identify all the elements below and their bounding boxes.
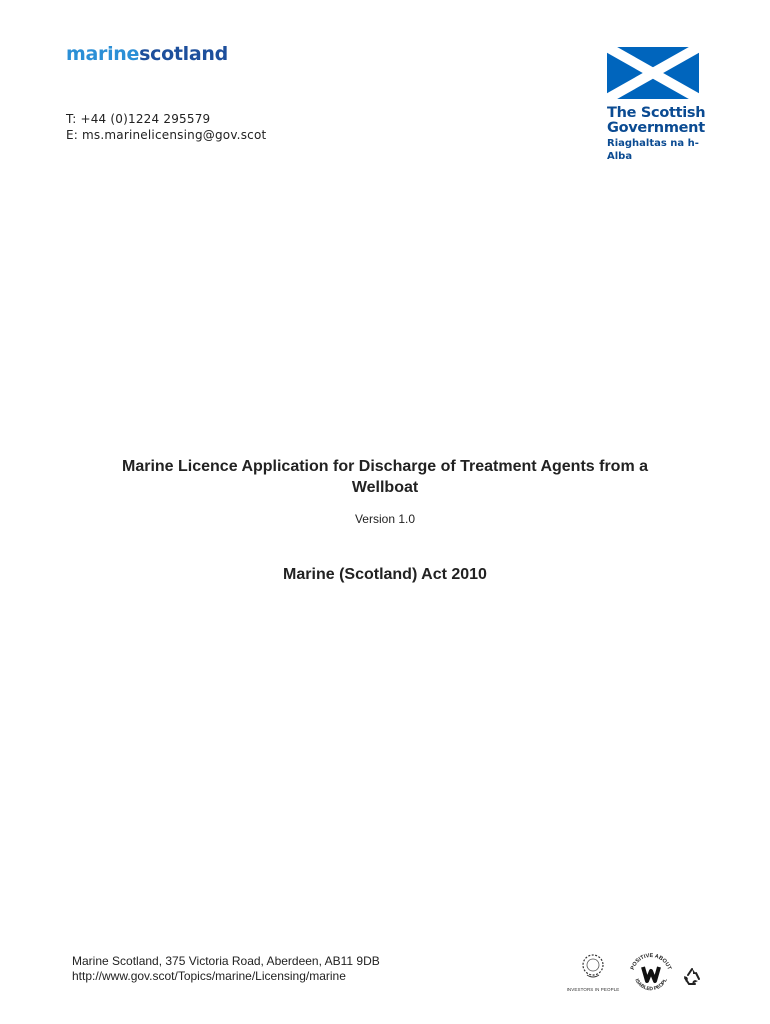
document-title — [40, 456, 730, 498]
positive-about-disabled-people-icon — [627, 949, 675, 993]
saltire-flag-icon — [607, 47, 699, 99]
svg-text:POSITIVE ABOUT — [630, 953, 672, 971]
contact-details — [66, 111, 266, 143]
gov-logo-line2: Government — [607, 120, 705, 136]
marine-scotland-logo — [66, 42, 228, 66]
email-text: E: ms.marinelicensing@gov.scot — [66, 128, 267, 142]
footer-url[interactable]: http://www.gov.scot/Topics/marine/Licensing/marine — [72, 969, 346, 983]
gov-logo-gaelic: Riaghaltas na h-Alba — [607, 138, 699, 162]
investors-caption: INVESTORS IN PEOPLE — [566, 987, 620, 992]
title-line-1: Marine Licence Application for Discharge of Treatment Agents from a — [121, 458, 649, 475]
investors-in-people-badge — [563, 951, 623, 992]
version-text: Version 1.0 — [354, 512, 416, 526]
logo-scotland-text: scotland — [139, 43, 228, 65]
phone-text: T: +44 (0)1224 295579 — [66, 112, 211, 126]
positive-bottom-text: ISABLED PEOPL — [633, 977, 669, 993]
gov-logo-line1: The Scottish — [607, 105, 706, 121]
scottish-government-logo — [607, 47, 707, 163]
laurel-wreath-icon — [577, 951, 609, 981]
act-heading: Marine (Scotland) Act 2010 — [283, 566, 487, 583]
recycle-icon — [682, 966, 702, 991]
positive-about-disabled-people-badge — [627, 949, 675, 998]
title-line-2: Wellboat — [351, 479, 419, 496]
footer-address: Marine Scotland, 375 Victoria Road, Aberdeen, AB11 9DB — [72, 954, 380, 968]
logo-marine-text: marine — [66, 43, 140, 65]
footer — [72, 954, 380, 984]
positive-top-text: POSITIVE ABOUT — [629, 952, 673, 971]
